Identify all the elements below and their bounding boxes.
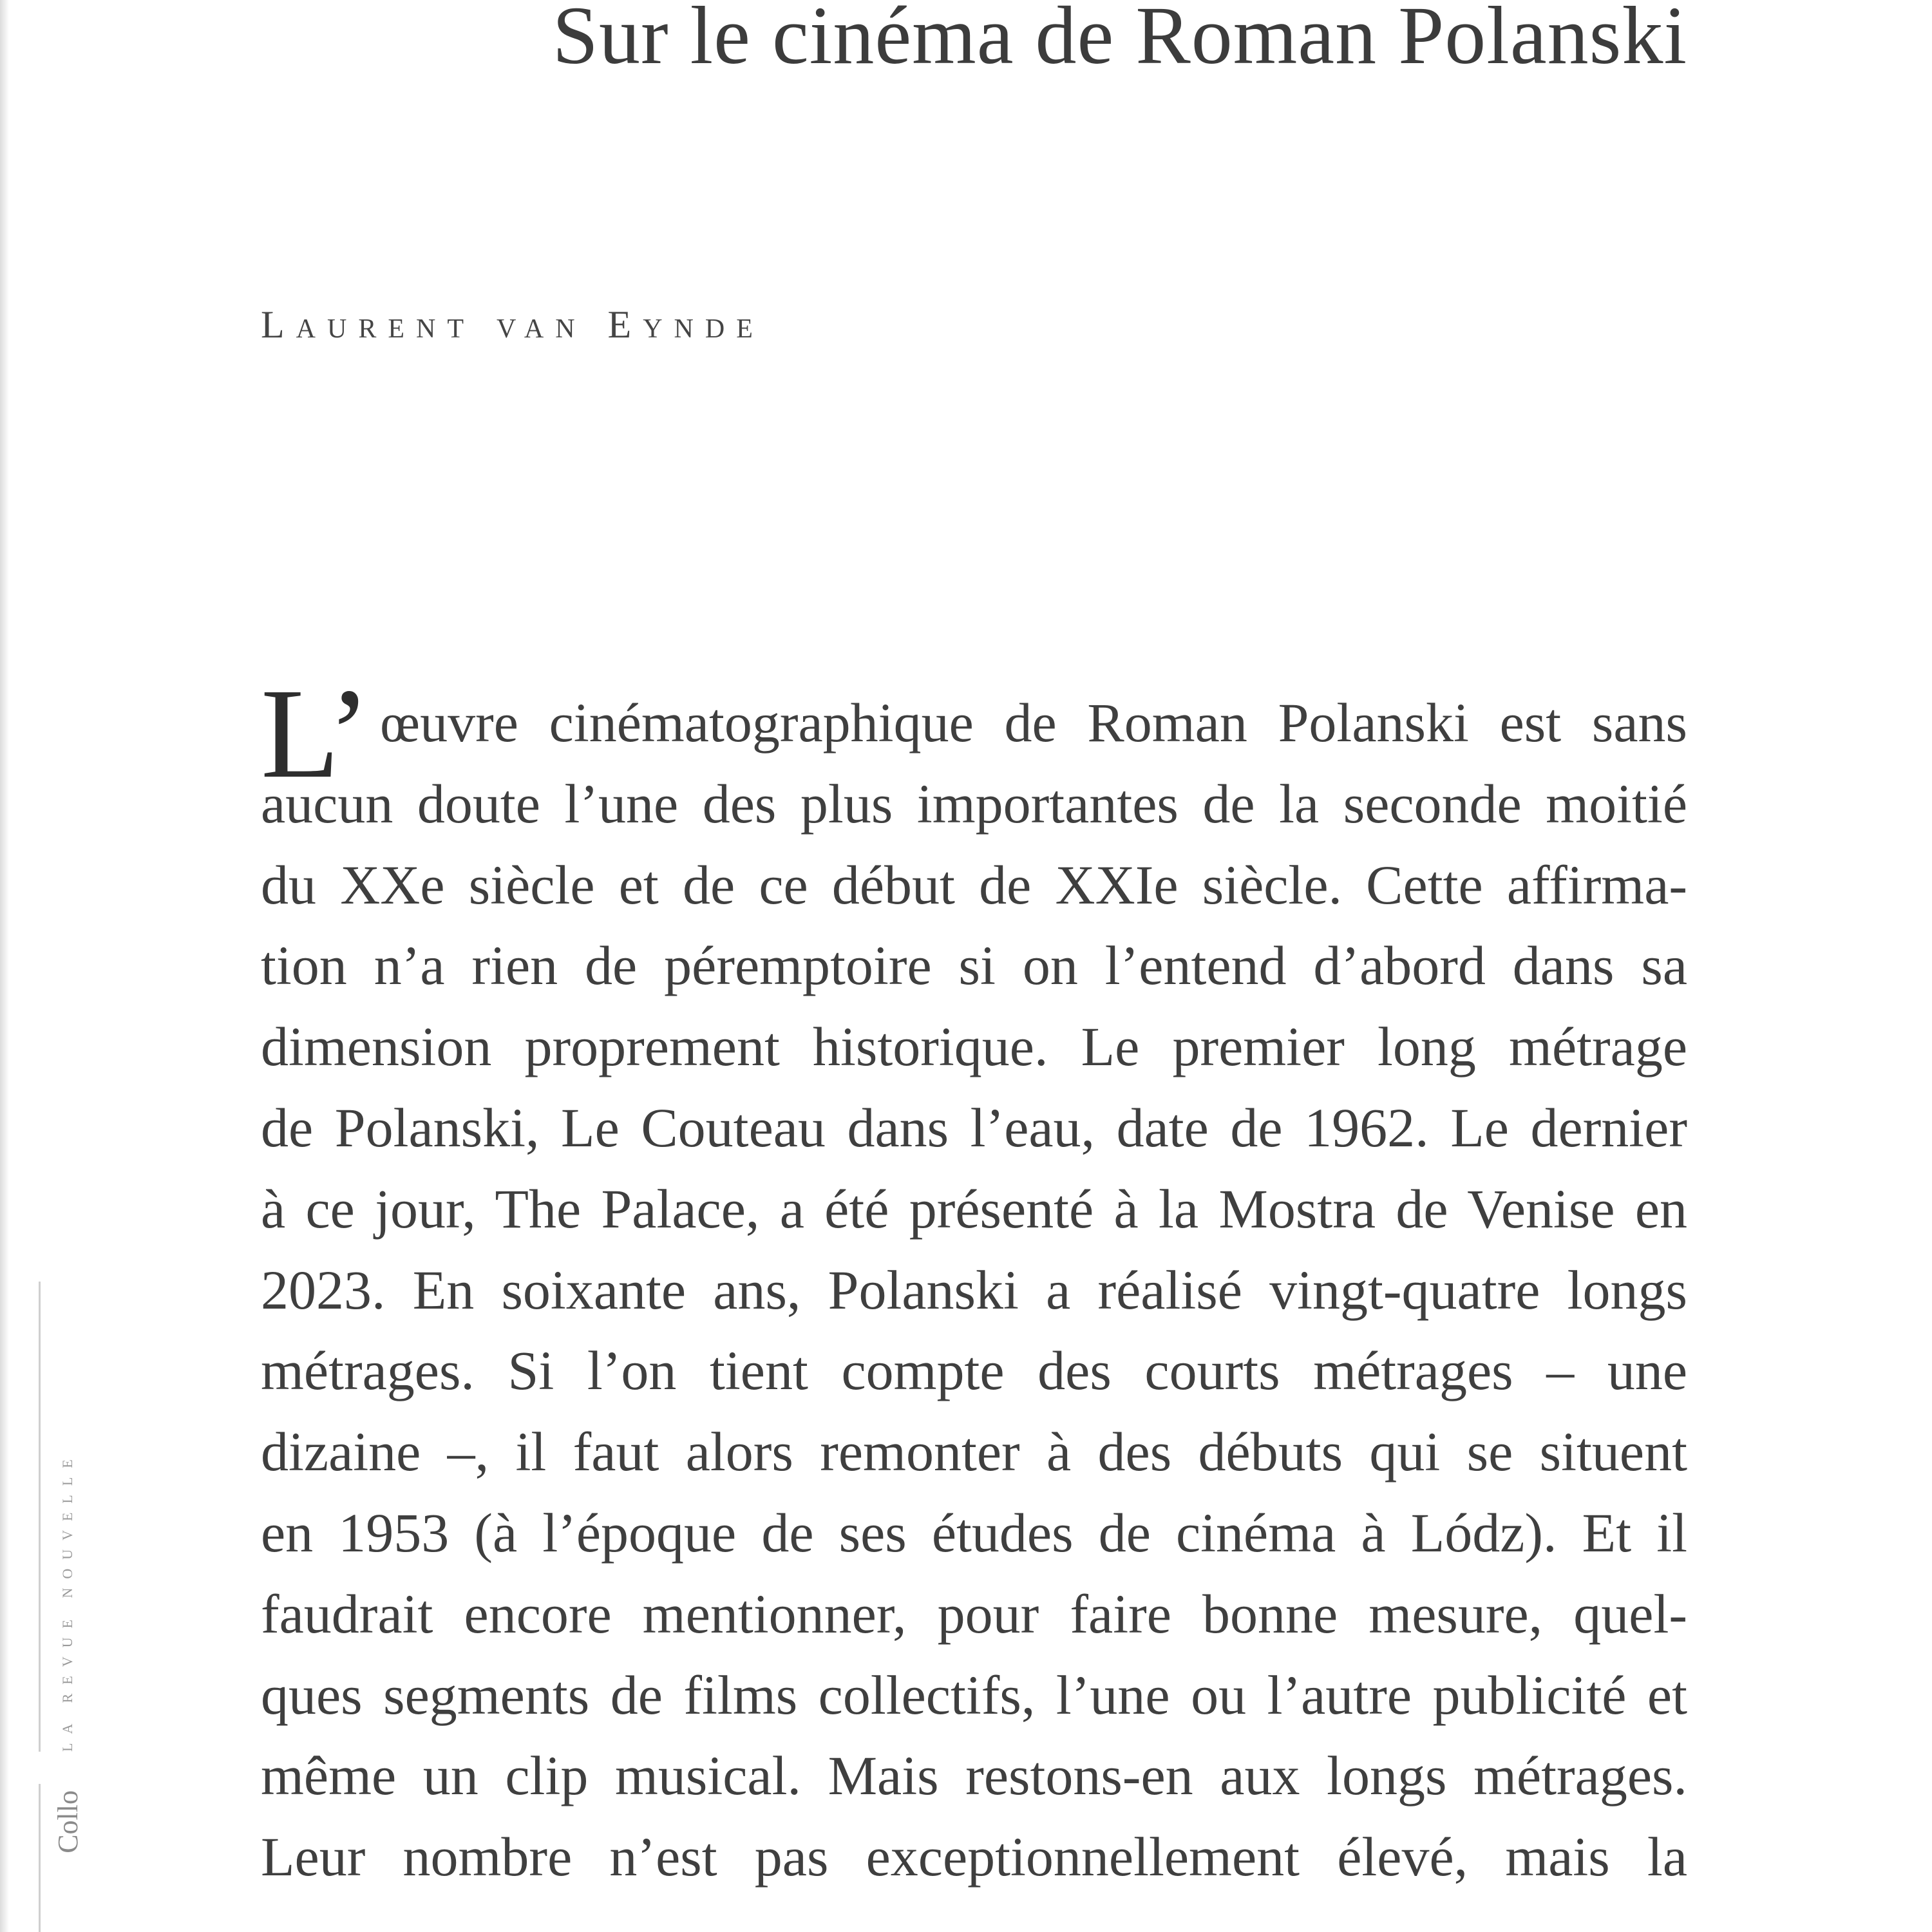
page-edge <box>0 0 9 1932</box>
body-line: dizaine –, il faut alors remonter à des débuts qui se situent <box>261 1421 1687 1483</box>
body-line: métrages. Si l’on tient compte des courts métrages – une <box>261 1340 1687 1402</box>
body-line: faudrait encore mentionner, pour faire bonne mesure, quel- <box>261 1582 1687 1645</box>
article-body <box>261 683 1687 1898</box>
body-line: même un clip musical. Mais restons-en aux longs métrages. <box>261 1745 1687 1807</box>
body-line: à ce jour, The Palace, a été présenté à la Mostra de Venise en <box>261 1177 1687 1240</box>
body-line: œuvre cinématographique de Roman Polanski est sans <box>380 692 1687 753</box>
body-line: ques segments de films collectifs, l’une ou l’autre publicité et <box>261 1663 1687 1726</box>
body-line: de Polanski, Le Couteau dans l’eau, date de 1962. Le dernier <box>261 1096 1687 1159</box>
margin-rule <box>39 1282 41 1752</box>
body-line: en 1953 (à l’époque de ses études de cinéma à Lódz). Et il <box>261 1501 1687 1564</box>
body-line: Leur nombre n’est pas exceptionnellement élevé, mais la <box>261 1826 1687 1888</box>
body-line: 2023. En soixante ans, Polanski a réalisé vingt-quatre longs <box>261 1258 1687 1321</box>
body-line: tion n’a rien de péremptoire si on l’entend d’abord dans sa <box>261 934 1687 997</box>
margin-section-label: LA REVUE NOUVELLE <box>59 1450 75 1752</box>
margin-collection-label: Collo <box>52 1790 84 1853</box>
body-line: aucun doute l’une des plus importantes de la seconde moitié <box>261 772 1687 835</box>
margin-rule-secondary <box>39 1784 41 1932</box>
body-line: dimension proprement historique. Le premier long métrage <box>261 1016 1687 1078</box>
article-title: Sur le cinéma de Roman Polanski <box>552 0 1687 81</box>
body-line: du XXe siècle et de ce début de XXIe siècle. Cette affirma- <box>261 853 1687 916</box>
article-author: Laurent van Eynde <box>261 303 764 346</box>
drop-cap: L’ <box>261 663 371 805</box>
